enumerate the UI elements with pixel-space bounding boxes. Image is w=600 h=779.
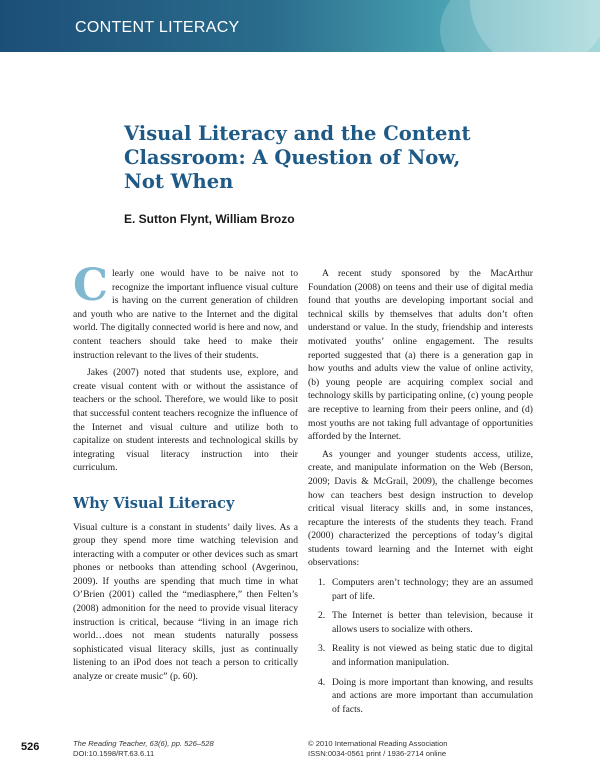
list-text: The Internet is better than television, because it allows users to socialize with others. <box>332 610 533 635</box>
list-text: Reality is not viewed as being static due to digital and information manipulation. <box>332 643 533 669</box>
right-column <box>308 267 533 722</box>
left-column <box>73 260 298 684</box>
paragraph: As younger and younger students access, utilize, create, and manipulate information on the Web (Berson, 2009; Davis & McGrail, 2009), the challenge becomes how can teachers best design instruction to develop critical visual literacy skills and, in some instances, recapture the interests of the students they teach. Frand (2000) characterized the perceptions of today’s digital students toward learning and the Internet with eight observations: <box>308 448 533 569</box>
list-number: 1. <box>318 577 326 589</box>
title-line: Visual Literacy and the Content <box>124 122 471 145</box>
page-number: 526 <box>21 741 40 753</box>
article-title <box>124 122 484 194</box>
section-header-bar <box>0 0 600 52</box>
authors: E. Sutton Flynt, William Brozo <box>124 212 295 226</box>
list-number: 2. <box>318 610 326 622</box>
paragraph-text: learly one would have to be naive not to recognize the important influence visual culture is having on the current generation of children and youth who are native to the Internet and the digital world. The digitally connected world is here and now, and content teachers should take heed to make their instruction relevant to the lives of their students. <box>73 268 298 361</box>
section-label: CONTENT LITERACY <box>75 19 240 36</box>
paragraph: A recent study sponsored by the MacArthur Foundation (2008) on teens and their use of digital media found that youths are developing important social and technical skills by themselves that adults don’t often understand or value. In the study, friendship and interests motivated youths’ online engagement. The results reported suggested that (a) there is a generation gap in how youths and adults view the value of online activity, (b) young people are acquiring complex social and technology skills by participating online, (c) young people are receptive to learning from their peers online, and (d) most youths are not taking full advantage of opportunities afforded by the Internet. <box>308 268 533 443</box>
footer-citation <box>73 739 214 759</box>
list-item <box>308 609 533 636</box>
list-item <box>308 676 533 717</box>
list-item <box>308 576 533 603</box>
paragraph: Jakes (2007) noted that students use, explore, and create visual content with or without the assistance of teachers or the school. Therefore, we would like to posit that successful content teachers recognize the influence of the Internet and visual culture and utilize both to capitalize on student interests and technological skills by integrating visual literacy instruction into their curriculum. <box>73 367 298 474</box>
paragraph: Visual culture is a constant in students’ daily lives. As a group they spend more time watching television and interacting with a computer or other devices such as smart phones or netbooks than attending school (Avgerinou, 2009). If youths are spending that much time in what O’Brien (2001) called the “mediasphere,” then Felten’s (2008) admonition for the need to provide visual literacy instruction is critical, because “living in an image rich world…does not mean students naturally possess sophisticated visual literacy skills, just as continually listening to an iPod does not teach a person to critically analyze or create music” (p. 60). <box>73 521 298 683</box>
list-item <box>308 642 533 669</box>
title-line: Classroom: A Question of Now, <box>124 146 461 169</box>
title-line: Not When <box>124 170 234 193</box>
list-text: Computers aren’t technology; they are an assumed part of life. <box>332 577 533 602</box>
journal-citation: The Reading Teacher, 63(6), pp. 526–528 <box>73 739 214 748</box>
section-heading: Why Visual Literacy <box>73 494 235 512</box>
issn: ISSN:0034-0561 print / 1936-2714 online <box>308 749 447 758</box>
drop-cap: C <box>73 260 109 311</box>
list-text: Doing is more important than knowing, and results and actions are more important than accumulation of facts. <box>332 676 533 715</box>
header-decoration <box>470 0 600 52</box>
list-number: 4. <box>318 676 326 688</box>
intro-paragraph <box>73 260 298 362</box>
doi: DOI:10.1598/RT.63.6.11 <box>73 749 155 758</box>
list-number: 3. <box>318 643 326 655</box>
copyright: © 2010 International Reading Association <box>308 739 448 748</box>
observations-list <box>308 576 533 716</box>
footer-copyright <box>308 739 447 759</box>
